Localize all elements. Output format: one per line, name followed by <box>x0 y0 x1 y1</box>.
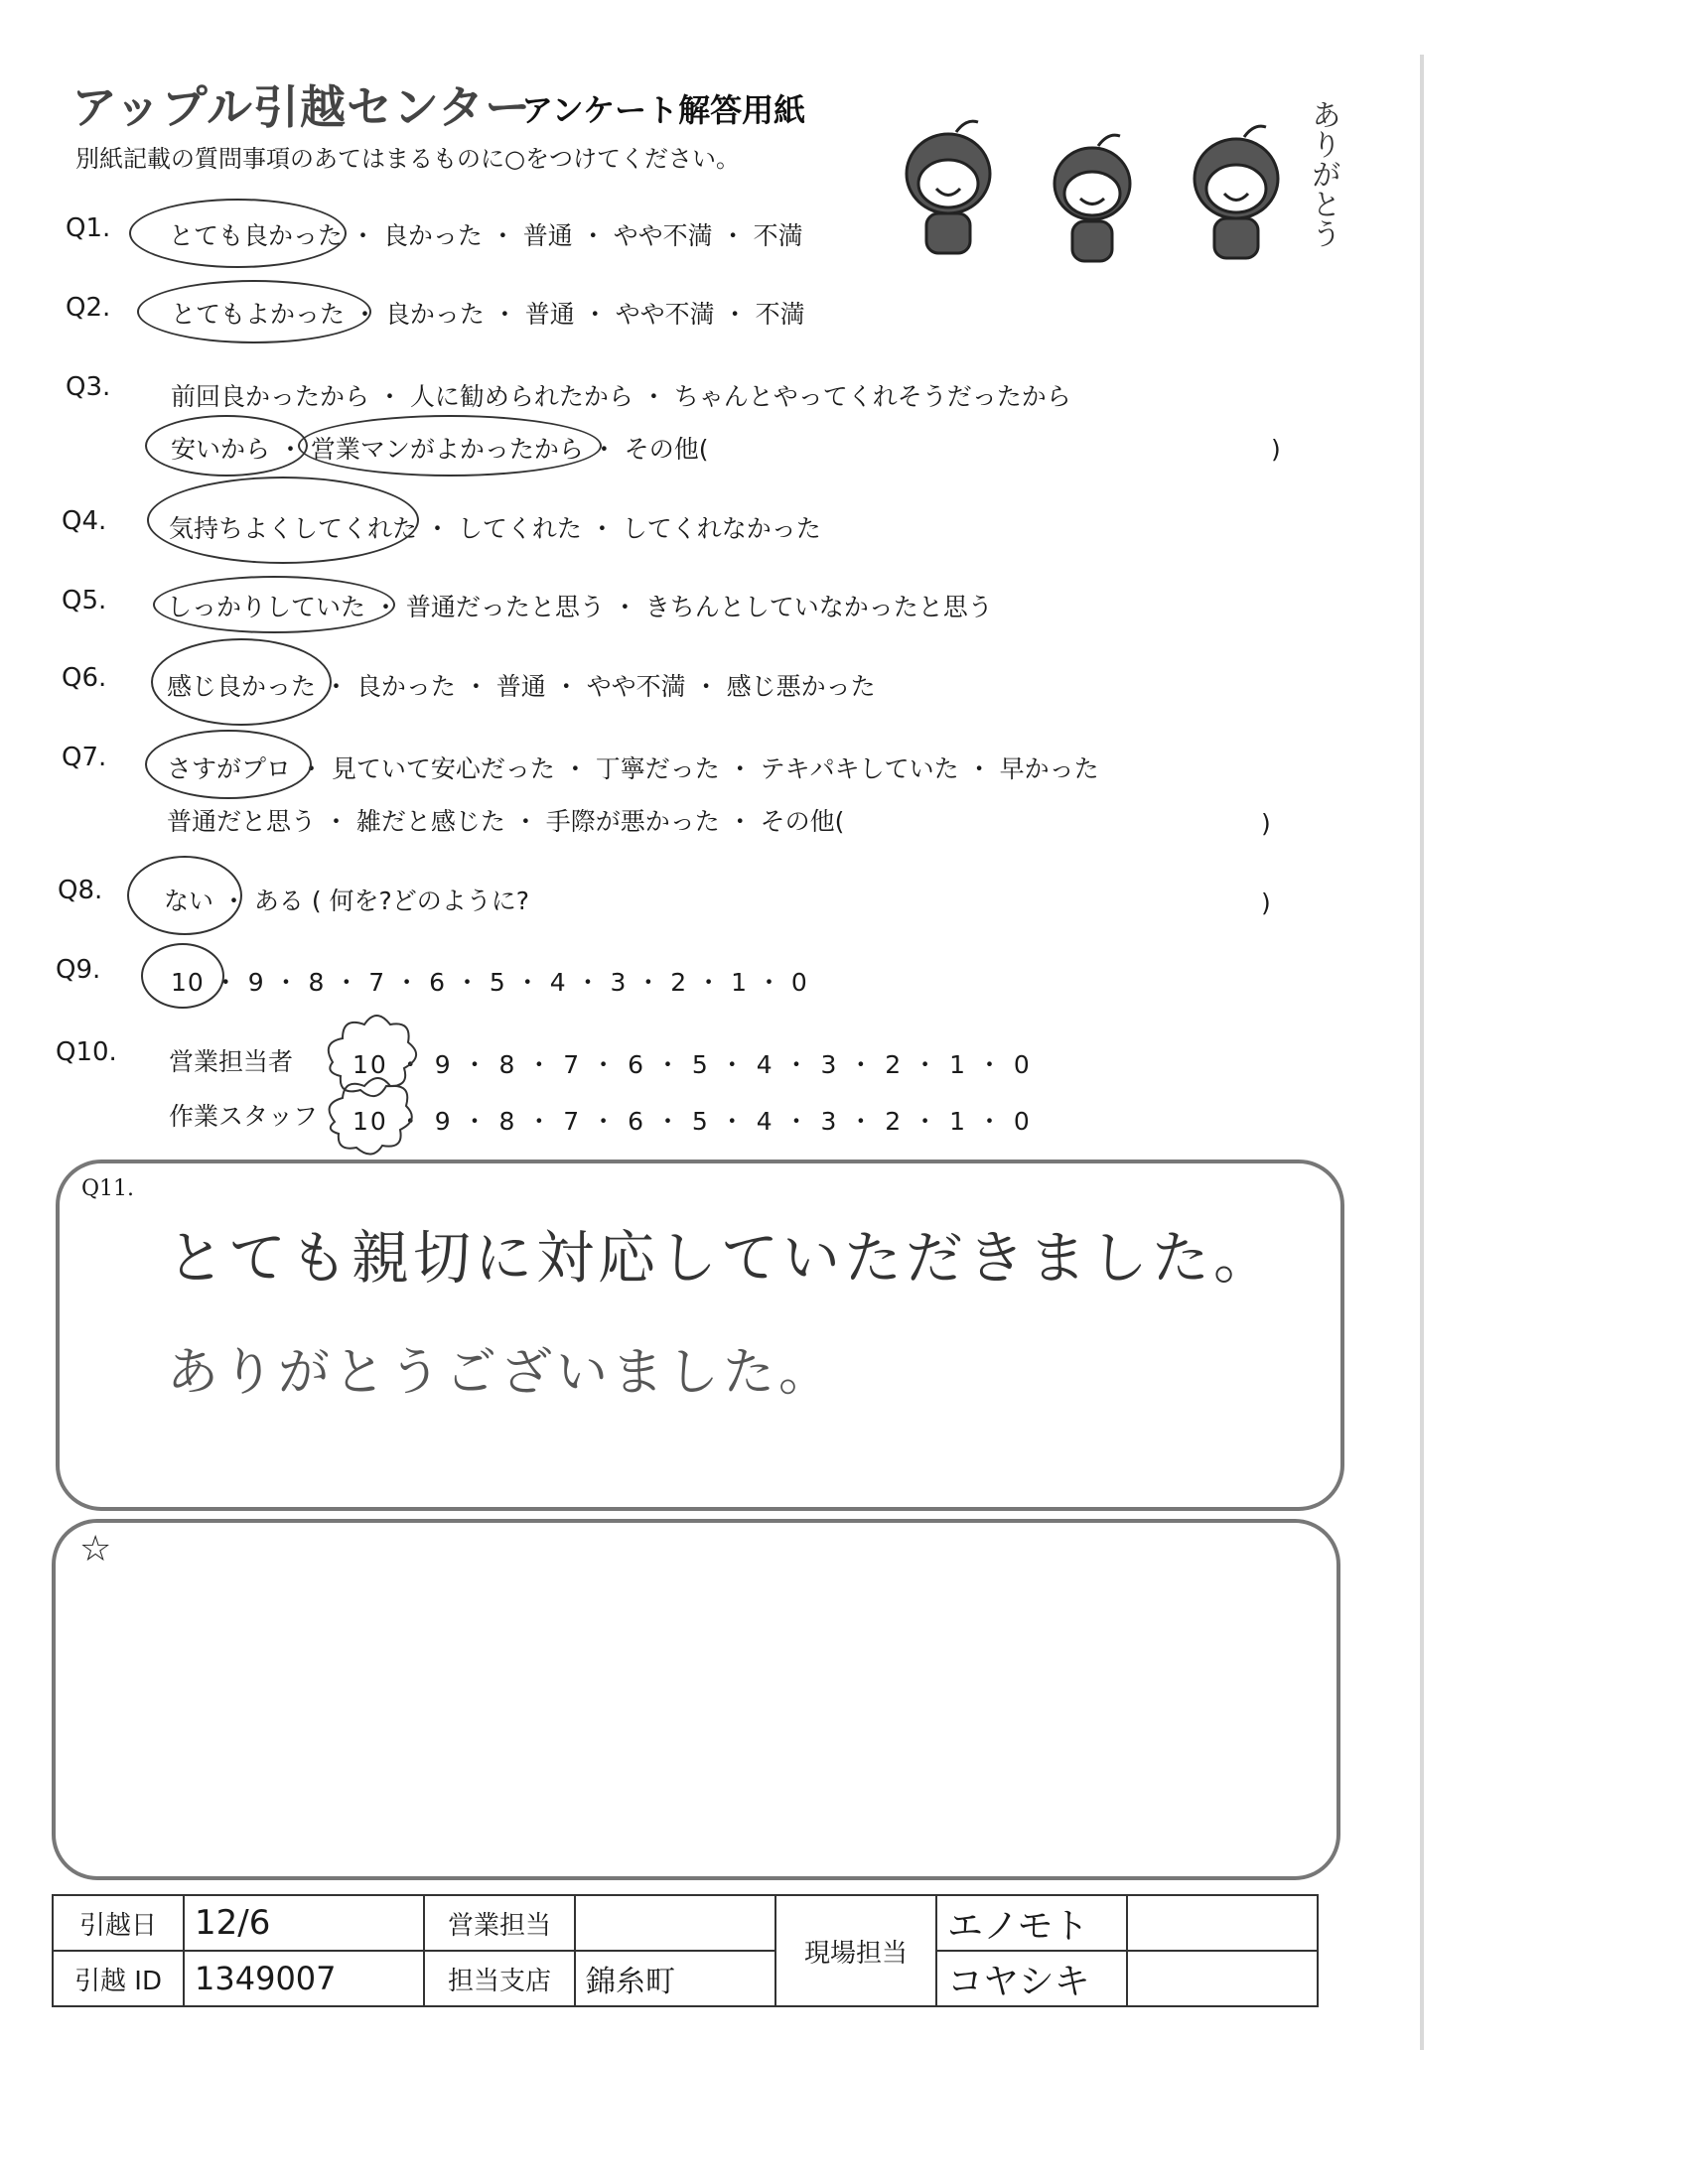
q11-comment-line2: ありがとうございました。 <box>167 1343 835 1403</box>
q4-label: Q4. <box>62 506 107 536</box>
site-staff-2: コヤシキ <box>936 1951 1127 2006</box>
q7-close-paren: ) <box>1261 809 1271 838</box>
q1-answer-circle <box>129 199 347 268</box>
q3-options-line1: 前回良かったから ・ 人に勧められたから ・ ちゃんとやってくれそうだったから <box>171 382 1071 411</box>
q6-label: Q6. <box>62 663 107 693</box>
thanks-text: ありがとう <box>1306 99 1340 248</box>
q8-options: ない ・ ある ( 何を?どのように? <box>164 887 530 915</box>
move-date-value: 12/6 <box>184 1895 424 1951</box>
sales-value <box>575 1895 775 1951</box>
monkey-mascots-illustration <box>879 94 1336 263</box>
q4-options: 気持ちよくしてくれた ・ してくれた ・ してくれなかった <box>169 514 821 543</box>
remarks-box <box>52 1519 1340 1880</box>
q2-label: Q2. <box>66 293 111 323</box>
q10-flower-circle-icon <box>313 1008 422 1157</box>
site-staff-label: 現場担当 <box>775 1895 936 2006</box>
q6-options: 感じ良かった ・ 良かった ・ 普通 ・ やや不満 ・ 感じ悪かった <box>167 672 876 701</box>
q3-answer-circle-1 <box>145 415 308 477</box>
site-staff-1: エノモト <box>936 1895 1127 1951</box>
q2-answer-circle <box>137 280 371 343</box>
page-edge <box>1420 55 1424 2050</box>
q7-answer-circle <box>145 730 312 799</box>
q9-label: Q9. <box>56 955 101 985</box>
q10-label: Q10. <box>56 1037 117 1067</box>
company-title: アップル引越センター <box>71 80 532 134</box>
q11-label: Q11. <box>81 1176 135 1201</box>
q2-options: とてもよかった ・ 良かった ・ 普通 ・ やや不満 ・ 不満 <box>171 300 805 329</box>
q3-label: Q3. <box>66 372 111 402</box>
q8-answer-circle <box>127 856 242 935</box>
q3-options-line2: 安いから ・ 営業マンがよかったから ・ その他( <box>171 435 709 464</box>
q8-close-paren: ) <box>1261 888 1271 917</box>
q5-options: しっかりしていた ・ 普通だったと思う ・ きちんとしていなかったと思う <box>167 593 993 621</box>
move-date-label: 引越日 <box>53 1895 184 1951</box>
instruction-text: 別紙記載の質問事項のあてはまるものに○をつけてください。 <box>75 145 740 173</box>
site-staff-extra-2 <box>1127 1951 1318 2006</box>
move-id-value: 1349007 <box>184 1951 424 2006</box>
branch-value: 錦糸町 <box>575 1951 775 2006</box>
q8-label: Q8. <box>58 876 103 905</box>
site-staff-extra-1 <box>1127 1895 1318 1951</box>
q6-answer-circle <box>151 638 332 726</box>
q10-staff-label: 作業スタッフ <box>169 1102 319 1131</box>
q7-options-line1: さすがプロ ・ 見ていて安心だった ・ 丁寧だった ・ テキパキしていた ・ 早かった <box>167 754 1099 783</box>
move-id-label: 引越 ID <box>53 1951 184 2006</box>
q1-options: とても良かった ・ 良かった ・ 普通 ・ やや不満 ・ 不満 <box>169 221 803 250</box>
q11-comment-line1: とても親切に対応していただきました。 <box>167 1224 1276 1292</box>
q4-answer-circle <box>147 477 419 564</box>
q9-answer-circle <box>141 943 224 1009</box>
q10-staff-options: 10 ・ 9 ・ 8 ・ 7 ・ 6 ・ 5 ・ 4 ・ 3 ・ 2 ・ 1 ・ 0 <box>352 1107 1032 1136</box>
q7-label: Q7. <box>62 743 107 772</box>
move-info-table <box>52 1894 1319 2007</box>
q5-label: Q5. <box>62 586 107 615</box>
sales-label: 営業担当 <box>424 1895 575 1951</box>
q3-close-paren: ) <box>1271 435 1281 464</box>
form-subtitle: アンケート解答用紙 <box>521 91 806 129</box>
q10-sales-label: 営業担当者 <box>169 1047 294 1076</box>
star-icon: ☆ <box>79 1529 112 1570</box>
branch-label: 担当支店 <box>424 1951 575 2006</box>
q9-options: 10 ・ 9 ・ 8 ・ 7 ・ 6 ・ 5 ・ 4 ・ 3 ・ 2 ・ 1 ・ 0 <box>171 968 808 997</box>
q3-answer-circle-2 <box>298 415 602 477</box>
q5-answer-circle <box>153 576 395 633</box>
q10-sales-options: 10 ・ 9 ・ 8 ・ 7 ・ 6 ・ 5 ・ 4 ・ 3 ・ 2 ・ 1 ・ 0 <box>352 1050 1032 1079</box>
q7-options-line2: 普通だと思う ・ 雑だと感じた ・ 手際が悪かった ・ その他( <box>167 807 845 836</box>
q1-label: Q1. <box>66 213 111 243</box>
